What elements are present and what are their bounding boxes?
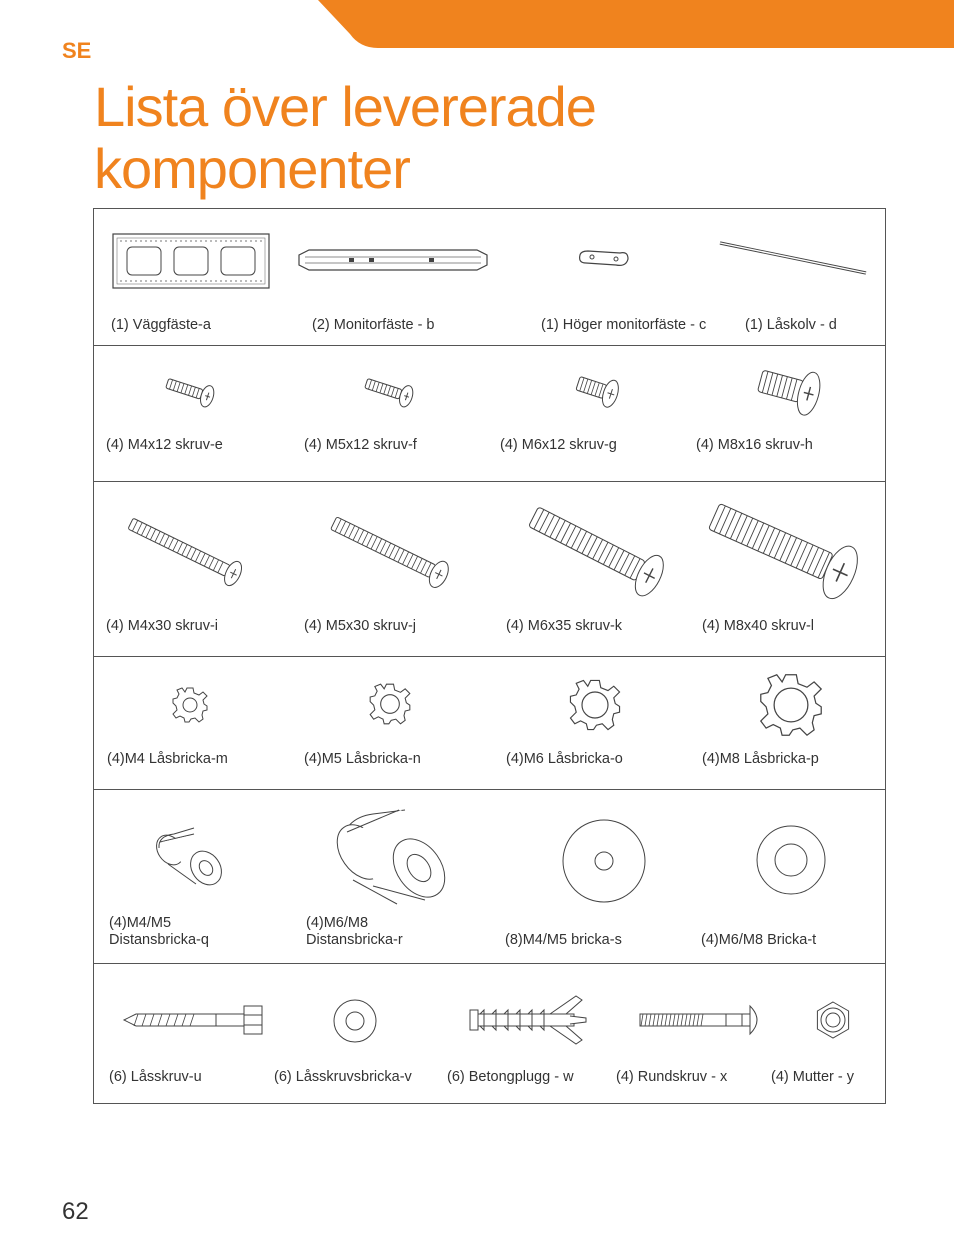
part-item bbox=[94, 790, 291, 963]
part-item bbox=[291, 346, 487, 481]
parts-row-3 bbox=[94, 482, 885, 657]
part-item bbox=[487, 482, 683, 656]
spacer-icon bbox=[339, 808, 449, 904]
page-title: Lista över levererade komponenter bbox=[94, 75, 596, 200]
part-label: (4)M6 Låsbricka-o bbox=[506, 751, 623, 767]
part-item bbox=[291, 790, 487, 963]
lock-washer-icon bbox=[172, 687, 208, 723]
part-label: (4)M8 Låsbricka-p bbox=[702, 751, 819, 767]
part-item bbox=[683, 346, 887, 481]
washer-icon bbox=[561, 818, 647, 904]
part-item bbox=[94, 209, 294, 345]
part-label: (4) M6x35 skruv-k bbox=[506, 618, 623, 634]
parts-row-5 bbox=[94, 790, 885, 964]
part-label: (4)M6/M8 Bricka-t bbox=[701, 932, 817, 948]
part-item bbox=[291, 482, 487, 656]
screw-icon bbox=[573, 370, 625, 410]
parts-row-2 bbox=[94, 346, 885, 482]
part-label: (4) M5x12 skruv-f bbox=[304, 437, 417, 453]
part-label: (4)M4/M5 Distansbricka-q bbox=[109, 915, 209, 948]
lag-bolt-washer-icon bbox=[332, 998, 378, 1044]
washer-icon bbox=[755, 824, 827, 896]
nut-icon bbox=[813, 1000, 853, 1040]
screw-icon bbox=[363, 374, 418, 408]
screw-icon bbox=[523, 504, 683, 600]
lock-washer-icon bbox=[759, 673, 823, 737]
part-item bbox=[487, 790, 683, 963]
header-banner bbox=[0, 0, 954, 50]
screw-icon bbox=[705, 500, 875, 600]
part-item bbox=[291, 657, 487, 789]
screw-icon bbox=[164, 374, 219, 408]
lock-washer-icon bbox=[569, 679, 621, 731]
part-item bbox=[487, 657, 683, 789]
part-label: (6) Betongplugg - w bbox=[447, 1069, 574, 1085]
part-label: (4) M6x12 skruv-g bbox=[500, 437, 617, 453]
part-label: (4)M5 Låsbricka-n bbox=[304, 751, 421, 767]
part-item bbox=[504, 209, 734, 345]
part-label: (4) M4x30 skruv-i bbox=[106, 618, 218, 634]
part-label: (4) M8x16 skruv-h bbox=[696, 437, 813, 453]
part-item bbox=[94, 482, 291, 656]
part-label: (6) Låsskruvsbricka-v bbox=[274, 1069, 412, 1085]
locking-rod-icon bbox=[716, 239, 872, 279]
part-item bbox=[94, 346, 291, 481]
spacer-icon bbox=[154, 826, 228, 890]
part-item bbox=[734, 209, 887, 345]
screw-icon bbox=[124, 516, 254, 588]
part-label: (1) Höger monitorfäste - c bbox=[541, 317, 707, 333]
parts-row-6 bbox=[94, 964, 885, 1105]
part-item bbox=[438, 964, 614, 1105]
part-item bbox=[487, 346, 683, 481]
round-bolt-icon bbox=[638, 1004, 766, 1036]
part-item bbox=[683, 482, 887, 656]
part-label: (4)M6/M8 Distansbricka-r bbox=[306, 915, 403, 948]
part-item bbox=[94, 964, 260, 1105]
lag-bolt-icon bbox=[122, 1002, 266, 1038]
part-item bbox=[683, 790, 887, 963]
parts-table bbox=[93, 208, 886, 1104]
concrete-anchor-icon bbox=[470, 992, 590, 1048]
part-label: (4)M4 Låsbricka-m bbox=[107, 751, 228, 767]
lock-washer-icon bbox=[369, 683, 411, 725]
language-code: SE bbox=[62, 38, 92, 63]
part-item bbox=[94, 657, 291, 789]
part-item bbox=[260, 964, 438, 1105]
page-number: 62 bbox=[62, 1198, 89, 1225]
part-label: (8)M4/M5 bricka-s bbox=[505, 932, 622, 948]
screw-icon bbox=[755, 362, 827, 418]
part-label: (4) M5x30 skruv-j bbox=[304, 618, 416, 634]
part-label: (1) Låskolv - d bbox=[745, 317, 837, 333]
part-item bbox=[769, 964, 887, 1105]
part-label: (4) Mutter - y bbox=[771, 1069, 854, 1085]
monitor-bracket-icon bbox=[297, 247, 489, 273]
parts-row-4 bbox=[94, 657, 885, 790]
parts-row-1 bbox=[94, 209, 885, 346]
part-label: (6) Låsskruv-u bbox=[109, 1069, 202, 1085]
screw-icon bbox=[327, 516, 459, 588]
part-label: (4) M8x40 skruv-l bbox=[702, 618, 814, 634]
part-label: (2) Monitorfäste - b bbox=[312, 317, 435, 333]
right-monitor-bracket-icon bbox=[576, 247, 632, 271]
part-item bbox=[294, 209, 504, 345]
part-label: (4) Rundskruv - x bbox=[616, 1069, 728, 1085]
wall-bracket-icon bbox=[112, 233, 270, 289]
part-item bbox=[614, 964, 769, 1105]
part-label: (1) Väggfäste-a bbox=[111, 317, 211, 333]
part-label: (4) M4x12 skruv-e bbox=[106, 437, 223, 453]
part-item bbox=[683, 657, 887, 789]
